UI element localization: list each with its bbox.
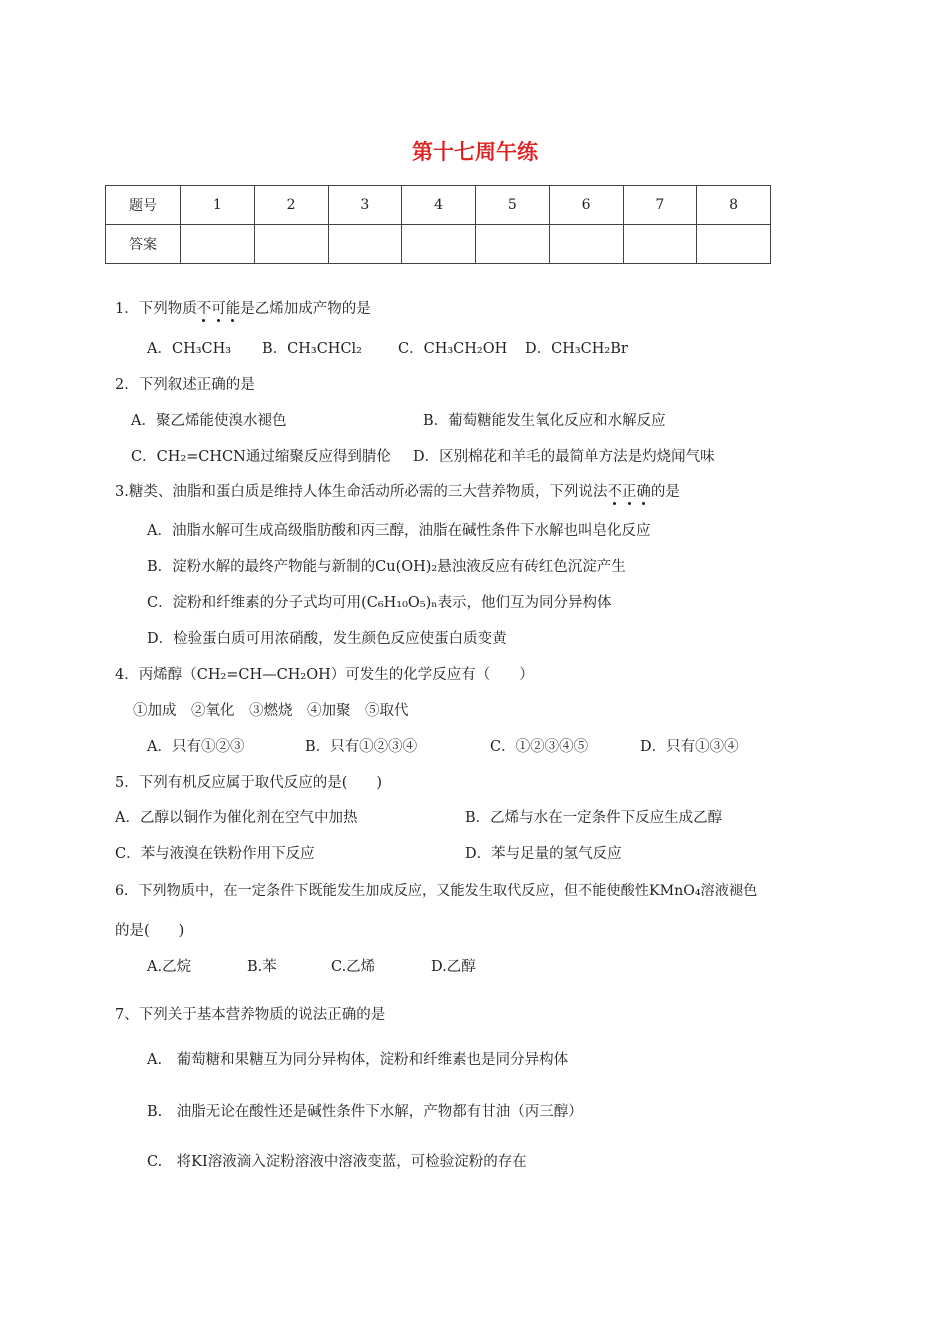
option: D．只有①③④: [640, 739, 739, 755]
table-cell: 8: [697, 186, 771, 225]
option: C．淀粉和纤维素的分子式均可用(C₆H₁₀O₅)ₙ表示，他们互为同分异构体: [147, 595, 612, 611]
table-cell: 3: [328, 186, 402, 225]
answer-cell: [181, 225, 255, 264]
option: B.苯: [247, 959, 277, 975]
answer-cell: [402, 225, 476, 264]
option: B．CH₃CHCl₂: [262, 341, 362, 357]
option: D.乙醇: [431, 959, 476, 975]
option: C．①②③④⑤: [490, 739, 589, 755]
answer-table: [105, 185, 771, 264]
option: D．CH₃CH₂Br: [525, 341, 628, 357]
option: B．乙烯与水在一定条件下反应生成乙醇: [465, 810, 723, 826]
table-cell: 6: [549, 186, 623, 225]
option: C．苯与液溴在铁粉作用下反应: [115, 846, 315, 862]
option: D．苯与足量的氢气反应: [465, 846, 622, 862]
answer-cell: [254, 225, 328, 264]
question-6-stem-cont: 的是( ): [115, 923, 185, 939]
option: A.乙烷: [147, 959, 192, 975]
question-6-stem: 6．下列物质中，在一定条件下既能发生加成反应，又能发生取代反应，但不能使酸性KMnO₄溶液褪色: [115, 883, 758, 899]
question-7-stem: 7、下列关于基本营养物质的说法正确的是: [115, 1007, 386, 1023]
table-cell: 7: [623, 186, 697, 225]
option: B. 油脂无论在酸性还是碱性条件下水解，产物都有甘油（丙三醇）: [147, 1104, 583, 1120]
question-2-stem: 2．下列叙述正确的是: [115, 377, 255, 393]
option: B．淀粉水解的最终产物能与新制的Cu(OH)₂悬浊液反应有砖红色沉淀产生: [147, 559, 626, 575]
option: D．检验蛋白质可用浓硝酸，发生颜色反应使蛋白质变黄: [147, 631, 507, 647]
question-1-stem: 1．下列物质不可能是乙烯加成产物的是: [115, 301, 371, 317]
table-cell: 4: [402, 186, 476, 225]
answer-cell: [476, 225, 550, 264]
option: A．聚乙烯能使溴水褪色: [131, 413, 287, 429]
answer-cell: [623, 225, 697, 264]
question-4-stem: 4．丙烯醇（CH₂=CH—CH₂OH）可发生的化学反应有（ ）: [115, 667, 534, 683]
table-cell: 5: [476, 186, 550, 225]
table-header-cell: 答案: [106, 225, 181, 264]
option: C．CH₃CH₂OH: [398, 341, 508, 357]
option: A．CH₃CH₃: [147, 341, 232, 357]
table-cell: 2: [254, 186, 328, 225]
question-5-stem: 5．下列有机反应属于取代反应的是( ): [115, 775, 383, 791]
option: D．区别棉花和羊毛的最简单方法是灼烧闻气味: [413, 449, 715, 465]
option: B．只有①②③④: [305, 739, 418, 755]
table-row: [106, 186, 771, 225]
option: A. 葡萄糖和果糖互为同分异构体，淀粉和纤维素也是同分异构体: [147, 1052, 569, 1068]
option: A．乙醇以铜作为催化剂在空气中加热: [115, 810, 358, 826]
answer-cell: [697, 225, 771, 264]
question-3-stem: 3.糖类、油脂和蛋白质是维持人体生命活动所必需的三大营养物质，下列说法不正确的是: [115, 484, 680, 500]
table-header-cell: 题号: [106, 186, 181, 225]
option: A．只有①②③: [147, 739, 245, 755]
answer-cell: [328, 225, 402, 264]
option: C．CH₂=CHCN通过缩聚反应得到腈伦: [131, 449, 391, 465]
option: B．葡萄糖能发生氧化反应和水解反应: [423, 413, 666, 429]
question-4-items: ①加成 ②氧化 ③燃烧 ④加聚 ⑤取代: [133, 703, 409, 719]
table-row: [106, 225, 771, 264]
table-cell: 1: [181, 186, 255, 225]
answer-cell: [549, 225, 623, 264]
option: A．油脂水解可生成高级脂肪酸和丙三醇，油脂在碱性条件下水解也叫皂化反应: [147, 523, 651, 539]
page-title: 第十七周午练: [412, 140, 538, 164]
option: C.乙烯: [331, 959, 376, 975]
option: C. 将KI溶液滴入淀粉溶液中溶液变蓝，可检验淀粉的存在: [147, 1154, 527, 1170]
